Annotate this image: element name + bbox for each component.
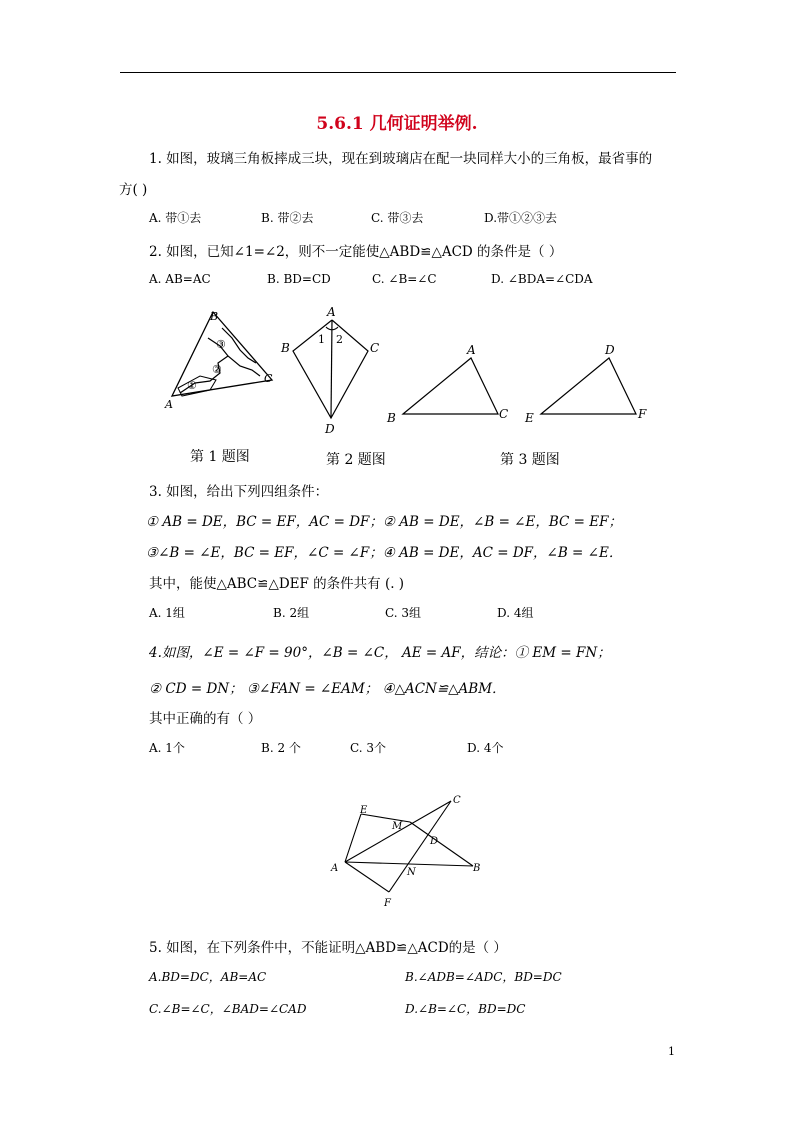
q3-line3: ③∠B = ∠E，BC = EF，∠C = ∠F；④ AB = DE，AC = DF，∠B = ∠E． <box>146 545 623 561</box>
q1-option-b: B. 带②去 <box>261 211 314 225</box>
q3-option-a: A. 1组 <box>149 606 185 620</box>
figure-3-triangles <box>383 338 658 428</box>
figure-4-diagram <box>325 792 490 912</box>
fig1-piece-1 <box>178 376 216 396</box>
fig2-diagonal-ad <box>331 320 332 418</box>
fig1-label-piece1: ① <box>187 379 197 392</box>
q2-option-d: D. ∠BDA=∠CDA <box>491 272 593 286</box>
q1-text-line2: 方( ) <box>119 182 148 198</box>
fig1-crack-3 <box>222 328 256 363</box>
figure-2-kite <box>278 305 388 437</box>
q3-line4: 其中，能使△ABC≌△DEF 的条件共有 (. ) <box>149 576 405 592</box>
figure-1-broken-triangle <box>160 308 285 413</box>
fig4-label-d: D <box>430 836 439 847</box>
fig4-label-b: B <box>473 863 481 874</box>
fig4-line-af <box>345 862 389 892</box>
fig2-label-angle1: 1 <box>318 333 325 346</box>
fig4-label-a: A <box>331 863 339 874</box>
fig2-outline <box>293 320 368 418</box>
fig1-label-piece2: ② <box>212 363 222 376</box>
fig3-label-b: B <box>387 411 396 425</box>
fig4-label-f: F <box>384 898 391 909</box>
fig2-label-angle2: 2 <box>336 333 343 346</box>
figure-3-caption: 第 3 题图 <box>500 452 560 468</box>
fig2-label-d: D <box>325 422 335 436</box>
fig3-triangle-abc <box>403 358 498 414</box>
fig3-label-a: A <box>467 343 476 357</box>
fig4-label-m: M <box>392 821 403 832</box>
page-number: 1 <box>668 1045 675 1058</box>
fig3-label-d: D <box>605 343 615 357</box>
q4-option-b: B. 2 个 <box>261 741 301 755</box>
header-rule <box>120 72 676 73</box>
fig1-label-piece3: ③ <box>216 338 226 351</box>
q5-option-c: C.∠B=∠C，∠BAD=∠CAD <box>149 1002 307 1016</box>
q1-option-d: D.带①②③去 <box>484 211 558 225</box>
q5-option-d: D.∠B=∠C，BD=DC <box>405 1002 526 1016</box>
q4-option-c: C. 3个 <box>350 741 387 755</box>
q5-text: 5. 如图，在下列条件中，不能证明△ABD≌△ACD的是（ ） <box>149 940 507 956</box>
fig4-line-cf <box>389 801 451 892</box>
q3-option-b: B. 2组 <box>273 606 310 620</box>
figure-1-caption: 第 1 题图 <box>190 449 250 465</box>
fig4-line-em <box>361 814 410 822</box>
fig4-label-c: C <box>453 795 461 806</box>
q4-line2: ② CD = DN； ③∠FAN = ∠EAM； ④△ACN≌△ABM． <box>149 681 506 697</box>
fig2-label-a: A <box>327 305 336 319</box>
q3-line1: 3. 如图，给出下列四组条件： <box>149 484 329 500</box>
fig3-label-c: C <box>499 407 509 421</box>
fig1-label-b: B <box>210 310 219 323</box>
q2-option-c: C. ∠B=∠C <box>372 272 437 286</box>
q1-option-a: A. 带①去 <box>149 211 202 225</box>
fig1-label-a: A <box>165 398 173 411</box>
figure-2-caption: 第 2 题图 <box>326 452 386 468</box>
q4-line1: 4.如图，∠E = ∠F = 90°，∠B = ∠C， AE = AF，结论：① EM = FN； <box>149 645 611 661</box>
fig4-label-n: N <box>407 867 416 878</box>
fig2-label-c: C <box>370 341 380 355</box>
q4-option-a: A. 1个 <box>149 741 185 755</box>
q2-text: 2. 如图，已知∠1=∠2，则不一定能使△ABD≌△ACD 的条件是（ ） <box>149 244 563 260</box>
fig2-label-b: B <box>281 341 290 355</box>
q4-line3: 其中正确的有（ ） <box>149 711 262 727</box>
q3-option-d: D. 4组 <box>497 606 534 620</box>
fig3-label-f: F <box>638 407 647 421</box>
page-title: 5.6.1 几何证明举例. <box>316 114 478 134</box>
fig4-line-mb <box>410 822 473 866</box>
q4-option-d: D. 4个 <box>467 741 504 755</box>
fig3-label-e: E <box>525 411 534 425</box>
fig3-triangle-def <box>541 358 636 414</box>
q2-option-a: A. AB=AC <box>149 272 211 286</box>
q5-option-b: B.∠ADB=∠ADC，BD=DC <box>405 970 562 984</box>
q5-option-a: A.BD=DC，AB=AC <box>149 970 267 984</box>
q1-text-line1: 1. 如图，玻璃三角板摔成三块，现在到玻璃店在配一块同样大小的三角板，最省事的 <box>149 151 653 167</box>
q3-option-c: C. 3组 <box>385 606 422 620</box>
fig1-label-c: C <box>264 372 273 385</box>
q1-option-c: C. 带③去 <box>371 211 424 225</box>
q2-option-b: B. BD=CD <box>267 272 331 286</box>
fig4-label-e: E <box>360 805 368 816</box>
q3-line2: ① AB = DE，BC = EF，AC = DF；② AB = DE，∠B = ∠E，BC = EF； <box>146 514 622 530</box>
